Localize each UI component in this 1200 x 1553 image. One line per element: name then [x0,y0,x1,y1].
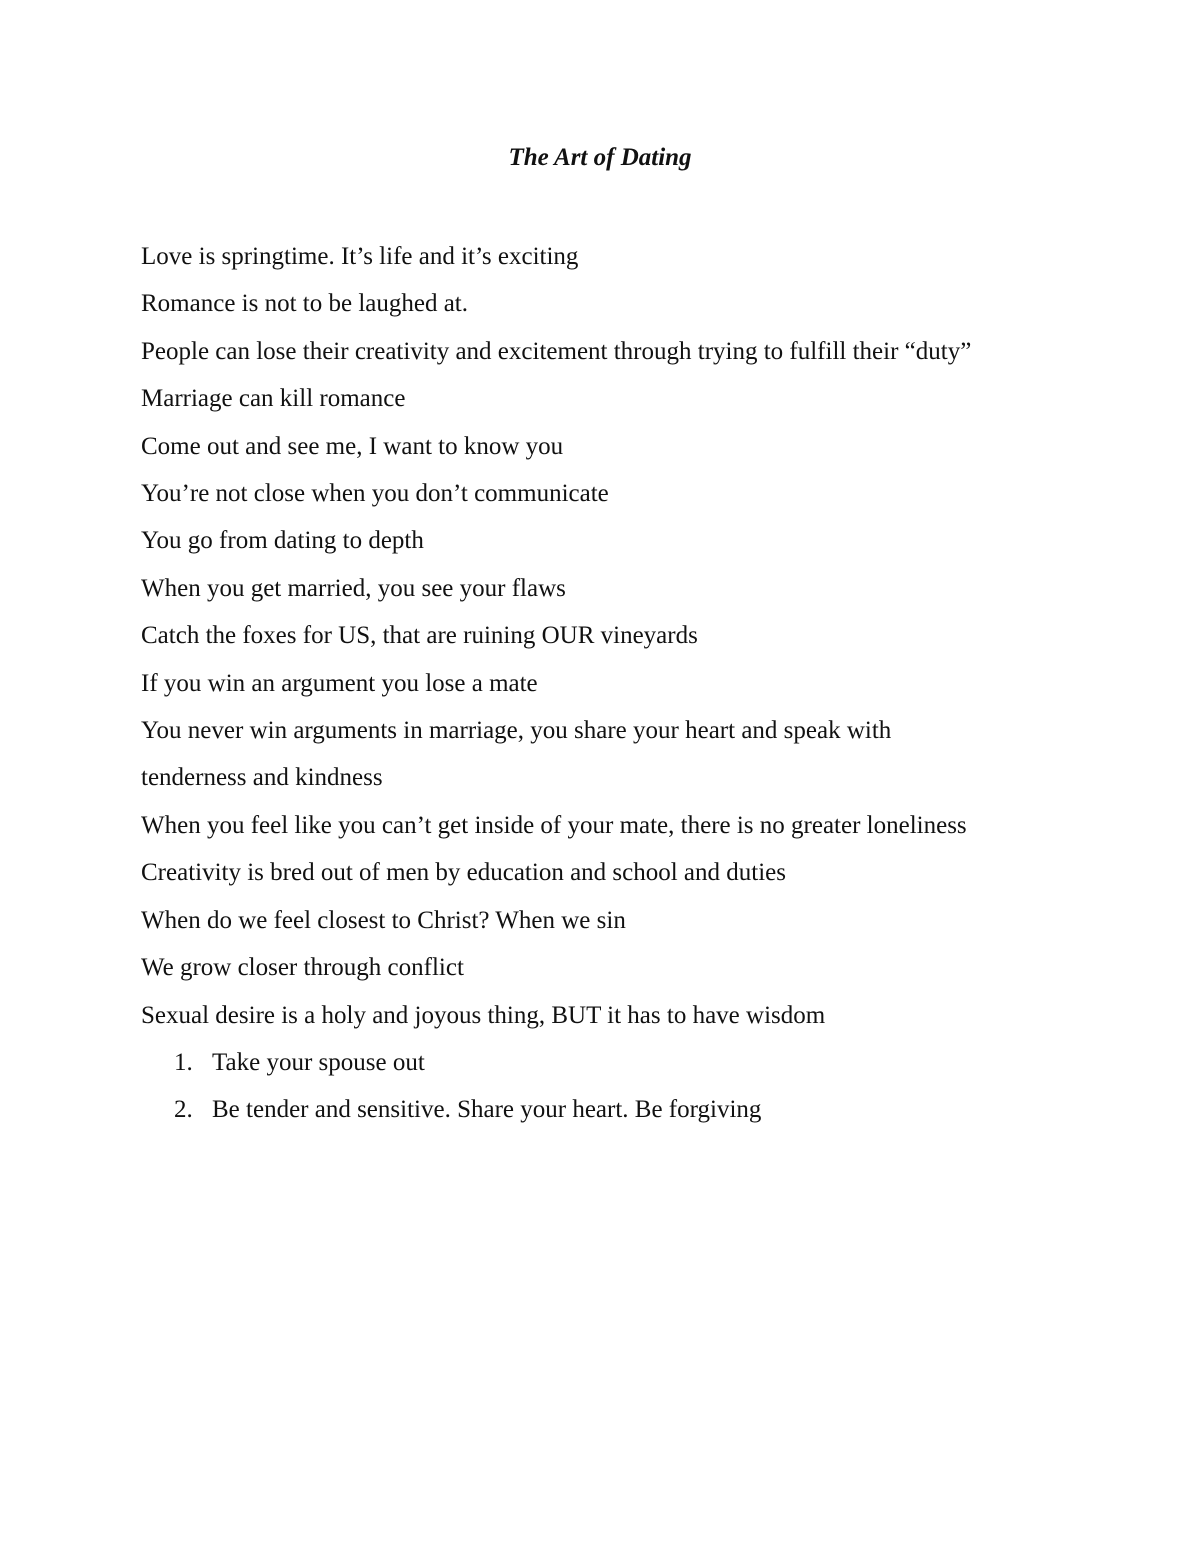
text-line: Catch the foxes for US, that are ruining OUR vineyards [141,622,698,650]
document-body [141,233,1141,1134]
text-line: Sexual desire is a holy and joyous thing, BUT it has to have wisdom [141,1001,826,1029]
text-line: Marriage can kill romance [141,385,406,413]
text-line: When you feel like you can’t get inside of your mate, there is no greater loneliness [141,811,967,839]
text-line: If you win an argument you lose a mate [141,669,538,697]
list-number: 1. [174,1048,193,1076]
text-line: When do we feel closest to Christ? When we sin [141,906,626,934]
list-item [141,1086,1141,1133]
list-number: 2. [174,1096,193,1124]
text-line: Love is springtime. It’s life and it’s exciting [141,243,579,270]
text-line: You never win arguments in marriage, you share your heart and speak with [141,717,892,745]
text-line: Come out and see me, I want to know you [141,432,564,460]
text-line: When you get married, you see your flaws [141,574,566,602]
text-line: People can lose their creativity and excitement through trying to fulfill their “duty” [141,337,972,365]
text-line: tenderness and kindness [141,764,383,792]
text-line: We grow closer through conflict [141,954,464,982]
text-line: Creativity is bred out of men by education and school and duties [141,859,786,887]
text-line: You go from dating to depth [141,527,424,555]
text-line: You’re not close when you don’t communicate [141,480,609,508]
text-line: Romance is not to be laughed at. [141,290,469,318]
document-title: The Art of Dating [508,144,692,171]
list-item-text: Be tender and sensitive. Share your heart. Be forgiving [212,1096,762,1124]
list-item [141,1039,1141,1086]
list-item-text: Take your spouse out [212,1048,425,1076]
numbered-list [141,1039,1141,1134]
